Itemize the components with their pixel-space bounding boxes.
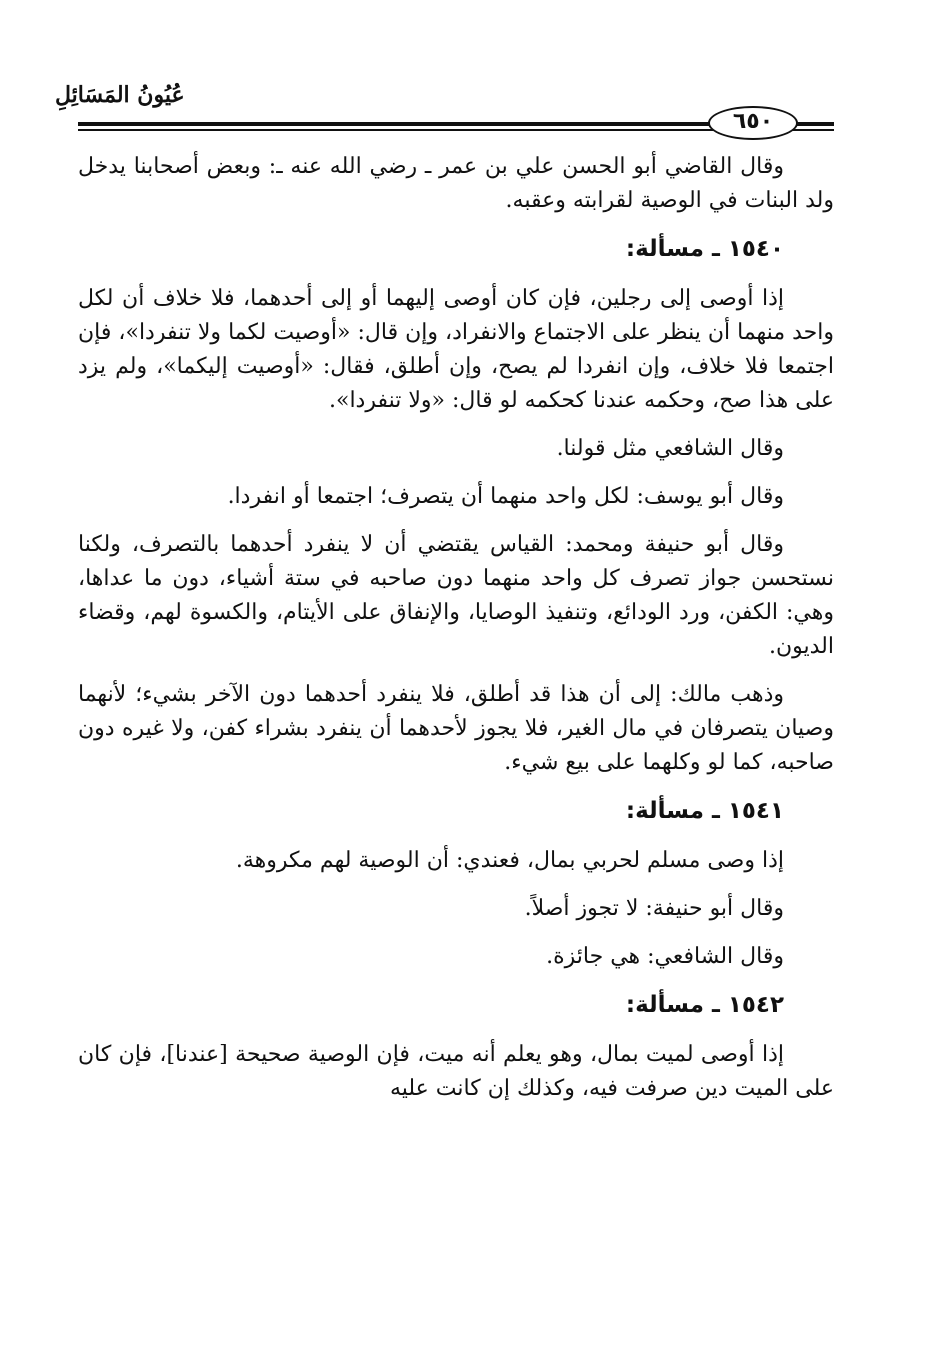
paragraph-text: إذا وصى مسلم لحربي بمال، فعندي: أن الوصية لهم مكروهة. [235, 848, 784, 873]
paragraph [78, 678, 834, 780]
paragraph-text: وقال أبو حنيفة ومحمد: القياس يقتضي أن لا ينفرد أحدهما بالتصرف، ولكنا نستحسن جواز تصرف كل واحد منهما دون صاحبه في ستة أشياء، دون ما عداها، وهي: الكفن، ورد الودائع، وتنفيذ الوصايا، والإنفاق على الأيتام، والكسوة لهم، وقضاء الديون. [78, 532, 834, 659]
section-heading [78, 794, 834, 828]
paragraph-text: وقال الشافعي مثل قولنا. [556, 436, 784, 461]
paragraph-text: وقال الشافعي: هي جائزة. [546, 944, 784, 969]
paragraph-text: وقال القاضي أبو الحسن علي بن عمر ـ رضي الله عنه ـ: وبعض أصحابنا يدخل ولد البنات في الوصية لقرابته وعقبه. [78, 154, 834, 213]
paragraph-text: إذا أوصى إلى رجلين، فإن كان أوصى إليهما أو إلى أحدهما، فلا خلاف أن لكل واحد منهما أن ينظر على الاجتماع والانفراد، وإن قال: «أوصيت لكما ولا تنفردا»، فإن اجتمعا فلا خلاف، وإن انفردا لم يصح، وإن أطلق، فقال: «أوصيت إليكما»، ولم يزد على هذا صح، وحكمه عندنا كحكمه لو قال: «ولا تنفردا». [78, 286, 834, 413]
page-number: ٦٥٠ [708, 106, 798, 140]
paragraph-text: وقال أبو حنيفة: لا تجوز أصلاً. [524, 896, 784, 921]
page-body [78, 150, 834, 1120]
paragraph [78, 150, 834, 218]
paragraph [78, 1038, 834, 1106]
paragraph [78, 940, 834, 974]
paragraph [78, 432, 834, 466]
paragraph [78, 844, 834, 878]
paragraph [78, 528, 834, 664]
heading-text: ١٥٤٢ ـ مسألة: [625, 992, 784, 1018]
paragraph [78, 480, 834, 514]
section-heading [78, 232, 834, 266]
heading-text: ١٥٤٠ ـ مسألة: [625, 236, 784, 262]
paragraph [78, 282, 834, 418]
paragraph-text: وذهب مالك: إلى أن هذا قد أطلق، فلا ينفرد أحدهما دون الآخر بشيء؛ لأنهما وصيان يتصرفان في مال الغير، فلا يجوز لأحدهما أن ينفرد بشراء كفن، ولا غيره دون صاحبه، كما لو وكلهما على بيع شيء. [78, 682, 834, 775]
paragraph-text: إذا أوصى لميت بمال، وهو يعلم أنه ميت، فإن الوصية صحيحة [عندنا]، فإن كان على الميت دين صرفت فيه، وكذلك إن كانت عليه [78, 1042, 834, 1101]
section-heading [78, 988, 834, 1022]
heading-text: ١٥٤١ ـ مسألة: [625, 798, 784, 824]
running-header-title: عُيُونُ المَسَائِلِ [55, 82, 185, 108]
paragraph-text: وقال أبو يوسف: لكل واحد منهما أن يتصرف؛ اجتمعا أو انفردا. [227, 484, 784, 509]
paragraph [78, 892, 834, 926]
